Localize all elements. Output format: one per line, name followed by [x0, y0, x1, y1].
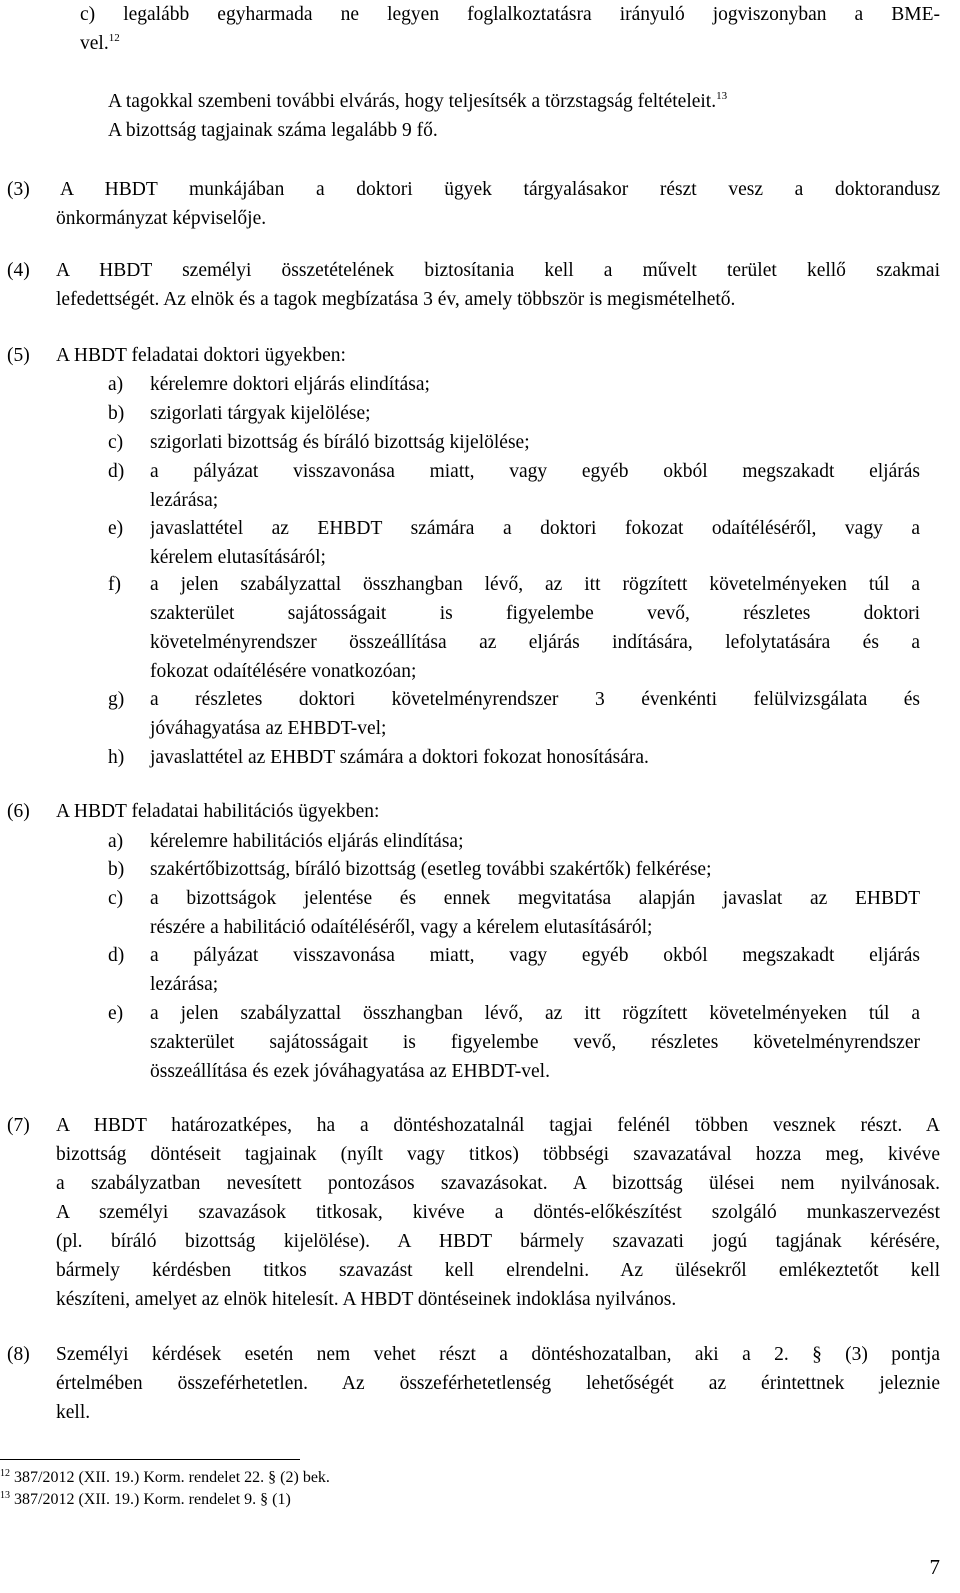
paragraph-number: (5): [7, 345, 30, 366]
paragraph-line: lefedettségét. Az elnök és a tagok megbízatása 3 év, amely többször is megismételhető.: [56, 289, 736, 310]
footnote-text: 387/2012 (XII. 19.) Korm. rendelet 9. § (1): [14, 1491, 291, 1508]
footnote-number: 13: [0, 1490, 10, 1501]
list-label: d): [108, 461, 125, 482]
paragraph-line: (pl. bíráló bizottság kijelölése). A HBDT bármely szavazati jogú tagjának kérésére,: [56, 1231, 940, 1252]
list-item-5c: [108, 428, 920, 457]
list-text: szakértőbizottság, bíráló bizottság (esetleg további szakértők) felkérése;: [150, 859, 712, 880]
paragraph-6: [0, 797, 940, 826]
paragraph-line: önkormányzat képviselője.: [56, 208, 267, 229]
list-item-6c: [108, 884, 920, 942]
paragraph-number: (7): [7, 1115, 30, 1136]
list-text: szakterület sajátosságait is figyelembe vevő, részletes doktori: [150, 603, 920, 624]
footnote-separator: [0, 1459, 300, 1460]
paragraph-line: A HBDT munkájában a doktori ügyek tárgyalásakor részt vesz a doktorandusz: [60, 179, 940, 200]
list-text: fokozat odaítélésére vonatkozóan;: [150, 661, 417, 682]
list-text: a jelen szabályzattal összhangban lévő, az itt rögzített követelményeken túl a: [150, 574, 920, 595]
paragraph-8: [0, 1340, 940, 1427]
footnote-ref-13: 13: [716, 90, 728, 102]
list-item-5h: [108, 743, 920, 772]
paragraph-3: [0, 175, 940, 233]
list-item-5f: [108, 570, 920, 686]
list-text: részére a habilitáció odaítéléséről, vagy a kérelem elutasításáról;: [150, 917, 653, 938]
paragraph-number: (6): [7, 801, 30, 822]
footnote-ref-12: 12: [108, 32, 120, 44]
paragraph-5: [0, 341, 940, 370]
list-text: lezárása;: [150, 974, 219, 995]
list-label: b): [108, 403, 125, 424]
list-text: javaslattétel az EHBDT számára a doktori fokozat honosítására.: [150, 747, 649, 768]
paragraph-title: A HBDT feladatai habilitációs ügyekben:: [56, 801, 380, 822]
list-label: g): [108, 689, 125, 710]
list-label: f): [108, 574, 121, 595]
paragraph-line: bármely kérdésben titkos szavazást kell elrendelni. Az ülésekről emlékeztetőt kell: [56, 1260, 940, 1281]
list-text: a pályázat visszavonása miatt, vagy egyéb okból megszakadt eljárás: [150, 945, 920, 966]
list-text: kérelem elutasításáról;: [150, 547, 326, 568]
paragraph-line: készíteni, amelyet az elnök hitelesít. A HBDT döntéseinek indoklása nyilvános.: [56, 1289, 677, 1310]
paragraph-line: A személyi szavazások titkosak, kivéve a döntés-előkészítést szolgáló munkaszervezést: [56, 1202, 940, 1223]
list-text: a jelen szabályzattal összhangban lévő, az itt rögzített követelményeken túl a: [150, 1003, 920, 1024]
list-label: a): [108, 374, 124, 395]
member-count-line: A bizottság tagjainak száma legalább 9 fő.: [108, 120, 438, 141]
list-text: javaslattétel az EHBDT számára a doktori fokozat odaítéléséről, vagy a: [150, 518, 920, 539]
list-text: a részletes doktori követelményrendszer 3 évenkénti felülvizsgálata és: [150, 689, 920, 710]
list-item-5b: [108, 399, 920, 428]
list-item-6d: [108, 941, 920, 999]
paragraph-number: (8): [7, 1344, 30, 1365]
requirement-line: A tagokkal szembeni további elvárás, hogy teljesítsék a törzstagság feltételeit.$^{13}$: [108, 90, 728, 112]
list-label: d): [108, 945, 125, 966]
list-text: szakterület sajátosságait is figyelembe vevő, részletes követelményrendszer: [150, 1032, 920, 1053]
item-c-line-2: vel.$^{12}$: [80, 32, 120, 54]
list-label: e): [108, 1003, 124, 1024]
membership-requirement: [108, 87, 940, 145]
item-c-continued: [80, 0, 940, 58]
paragraph-number: (3): [7, 179, 30, 200]
list-item-6a: [108, 827, 920, 856]
list-text: a pályázat visszavonása miatt, vagy egyéb okból megszakadt eljárás: [150, 461, 920, 482]
paragraph-7: [0, 1111, 940, 1314]
list-label: a): [108, 831, 124, 852]
paragraph-line: értelmében összeférhetetlen. Az összeférhetetlenség lehetőségét az érintettnek jeleznie: [56, 1373, 940, 1394]
paragraph-line: A HBDT határozatképes, ha a döntéshozatalnál tagjai felénél többen vesznek részt. A: [56, 1115, 940, 1136]
list-item-5e: [108, 514, 920, 572]
footnote-13: [0, 1490, 291, 1510]
list-text: lezárása;: [150, 490, 219, 511]
list-item-5d: [108, 457, 920, 515]
list-item-6b: [108, 855, 920, 884]
list-item-6e: [108, 999, 920, 1086]
list-text: jóváhagyatása az EHBDT-vel;: [150, 718, 387, 739]
list-label: c): [108, 432, 124, 453]
paragraph-line: kell.: [56, 1402, 91, 1423]
page-number: 7: [929, 1555, 940, 1579]
footnote-12: [0, 1468, 330, 1488]
list-label: h): [108, 747, 125, 768]
paragraph-4: [0, 256, 940, 314]
paragraph-line: Személyi kérdések esetén nem vehet részt a döntéshozatalban, aki a 2. § (3) pontja: [56, 1344, 940, 1365]
list-text: kérelemre doktori eljárás elindítása;: [150, 374, 430, 395]
item-c-line-1: c) legalább egyharmada ne legyen foglalkoztatásra irányuló jogviszonyban a BME-: [80, 4, 940, 25]
paragraph-line: a szabályzatban nevesített pontozásos szavazásokat. A bizottság ülései nem nyilvánosak.: [56, 1173, 940, 1194]
paragraph-number: (4): [7, 260, 30, 281]
footnote-number: 12: [0, 1468, 10, 1479]
list-text: szigorlati bizottság és bíráló bizottság kijelölése;: [150, 432, 530, 453]
list-item-5g: [108, 685, 920, 743]
list-label: e): [108, 518, 124, 539]
paragraph-line: bizottság döntéseit tagjainak (nyílt vagy titkos) többségi szavazatával hozza meg, kivéve: [56, 1144, 940, 1165]
list-text: kérelemre habilitációs eljárás elindítása;: [150, 831, 464, 852]
list-text: a bizottságok jelentése és ennek megvitatása alapján javaslat az EHBDT: [150, 888, 920, 909]
list-text: követelményrendszer összeállítása az eljárás indítására, lefolytatására és a: [150, 632, 920, 653]
list-label: c): [108, 888, 124, 909]
list-label: b): [108, 859, 125, 880]
paragraph-title: A HBDT feladatai doktori ügyekben:: [56, 345, 346, 366]
paragraph-line: A HBDT személyi összetételének biztosítania kell a művelt terület kellő szakmai: [56, 260, 940, 281]
list-text: összeállítása és ezek jóváhagyatása az EHBDT-vel.: [150, 1061, 550, 1082]
list-text: szigorlati tárgyak kijelölése;: [150, 403, 371, 424]
footnote-text: 387/2012 (XII. 19.) Korm. rendelet 22. § (2) bek.: [14, 1469, 330, 1486]
list-item-5a: [108, 370, 920, 399]
